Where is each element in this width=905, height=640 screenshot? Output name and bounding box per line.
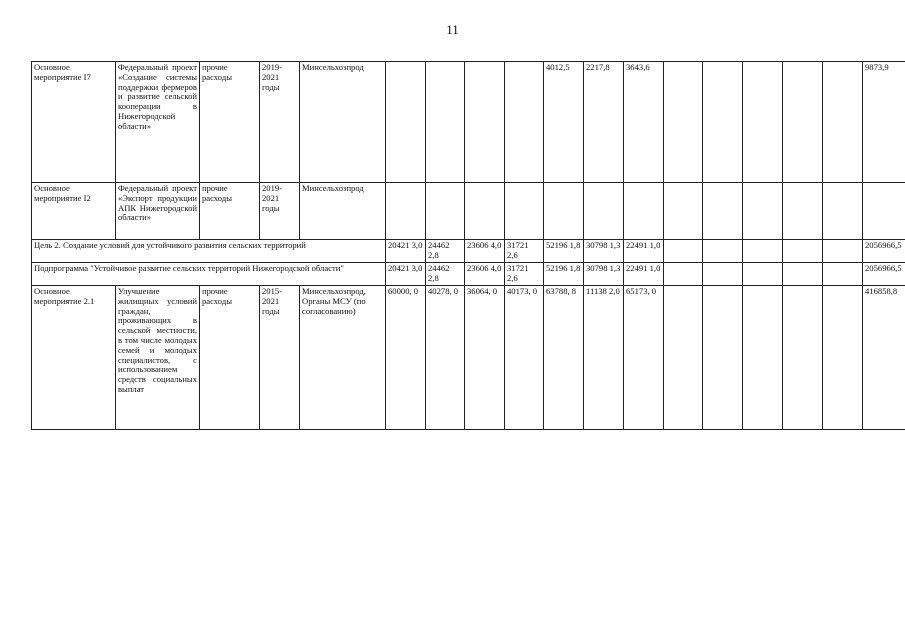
value-cell: 63788, 8 <box>544 286 584 430</box>
empty-cell <box>664 286 703 430</box>
table-row <box>32 263 905 286</box>
value-cell <box>544 183 584 240</box>
value-cell: 30798 1,3 <box>584 240 624 263</box>
measure-name-cell: Основное мероприятие 2.1 <box>32 286 116 430</box>
measure-title-cell: Федеральный проект «Экспорт продукции АПК Нижегородской области» <box>116 183 200 240</box>
value-cell <box>386 62 426 183</box>
empty-cell <box>664 62 703 183</box>
empty-cell <box>703 263 743 286</box>
table-row <box>32 183 905 240</box>
value-cell: 4012,5 <box>544 62 584 183</box>
subprogram-label-cell: Подпрограмма "Устойчивое развитие сельских территорий Нижегородской области" <box>32 263 386 286</box>
value-cell <box>624 183 664 240</box>
empty-cell <box>703 286 743 430</box>
value-cell: 52196 1,8 <box>544 263 584 286</box>
total-cell: 9873,9 <box>863 62 905 183</box>
expense-type-cell: прочие расходы <box>200 62 260 183</box>
empty-cell <box>823 263 863 286</box>
value-cell: 40278, 0 <box>426 286 465 430</box>
value-cell: 24462 2,8 <box>426 240 465 263</box>
empty-cell <box>743 240 783 263</box>
value-cell <box>386 183 426 240</box>
executor-cell: Минсельхозпрод, Органы МСУ (по согласованию) <box>300 286 386 430</box>
empty-cell <box>783 183 823 240</box>
empty-cell <box>703 183 743 240</box>
period-cell: 2019-2021 годы <box>260 62 300 183</box>
value-cell: 23606 4,0 <box>465 263 505 286</box>
value-cell: 31721 2,6 <box>505 240 544 263</box>
value-cell <box>465 62 505 183</box>
empty-cell <box>664 263 703 286</box>
value-cell: 36064, 0 <box>465 286 505 430</box>
value-cell: 2217,8 <box>584 62 624 183</box>
empty-cell <box>743 62 783 183</box>
total-cell: 2056966,5 <box>863 240 905 263</box>
empty-cell <box>783 62 823 183</box>
measure-name-cell: Основное мероприятие I7 <box>32 62 116 183</box>
value-cell <box>426 183 465 240</box>
goal-label-cell: Цель 2. Создание условий для устойчивого развития сельских территорий <box>32 240 386 263</box>
measure-title-cell: Федеральный проект «Создание системы поддержки фермеров и развитие сельской кооперации в Нижегородской области» <box>116 62 200 183</box>
expense-type-cell: прочие расходы <box>200 286 260 430</box>
value-cell: 52196 1,8 <box>544 240 584 263</box>
value-cell: 60000, 0 <box>386 286 426 430</box>
empty-cell <box>783 240 823 263</box>
empty-cell <box>783 286 823 430</box>
measure-name-cell: Основное мероприятие I2 <box>32 183 116 240</box>
empty-cell <box>823 286 863 430</box>
empty-cell <box>743 263 783 286</box>
empty-cell <box>823 62 863 183</box>
empty-cell <box>743 183 783 240</box>
expense-type-cell: прочие расходы <box>200 183 260 240</box>
value-cell <box>584 183 624 240</box>
empty-cell <box>703 240 743 263</box>
empty-cell <box>703 62 743 183</box>
total-cell <box>863 183 905 240</box>
value-cell: 31721 2,6 <box>505 263 544 286</box>
value-cell: 20421 3,0 <box>386 263 426 286</box>
value-cell: 30798 1,3 <box>584 263 624 286</box>
budget-table <box>31 61 905 430</box>
value-cell: 24462 2,8 <box>426 263 465 286</box>
period-cell: 2019-2021 годы <box>260 183 300 240</box>
page-number: 11 <box>446 22 459 37</box>
value-cell: 65173, 0 <box>624 286 664 430</box>
table-row <box>32 240 905 263</box>
executor-cell: Минсельхозпрод <box>300 183 386 240</box>
executor-cell: Минсельхозпрод <box>300 62 386 183</box>
value-cell <box>465 183 505 240</box>
value-cell <box>505 183 544 240</box>
empty-cell <box>783 263 823 286</box>
value-cell: 22491 1,0 <box>624 240 664 263</box>
empty-cell <box>743 286 783 430</box>
measure-title-cell: Улучшение жилищных условий граждан, проживающих в сельской местности, в том числе молодых семей и молодых специалистов, с использованием средств социальных выплат <box>116 286 200 430</box>
value-cell: 23606 4,0 <box>465 240 505 263</box>
empty-cell <box>664 183 703 240</box>
empty-cell <box>664 240 703 263</box>
value-cell <box>426 62 465 183</box>
empty-cell <box>823 183 863 240</box>
total-cell: 416858,8 <box>863 286 905 430</box>
value-cell: 3643,6 <box>624 62 664 183</box>
value-cell: 20421 3,0 <box>386 240 426 263</box>
table-row <box>32 286 905 430</box>
value-cell: 40173, 0 <box>505 286 544 430</box>
table-row <box>32 62 905 183</box>
empty-cell <box>823 240 863 263</box>
value-cell: 22491 1,0 <box>624 263 664 286</box>
period-cell: 2015-2021 годы <box>260 286 300 430</box>
total-cell: 2056966,5 <box>863 263 905 286</box>
value-cell: 11138 2,0 <box>584 286 624 430</box>
value-cell <box>505 62 544 183</box>
